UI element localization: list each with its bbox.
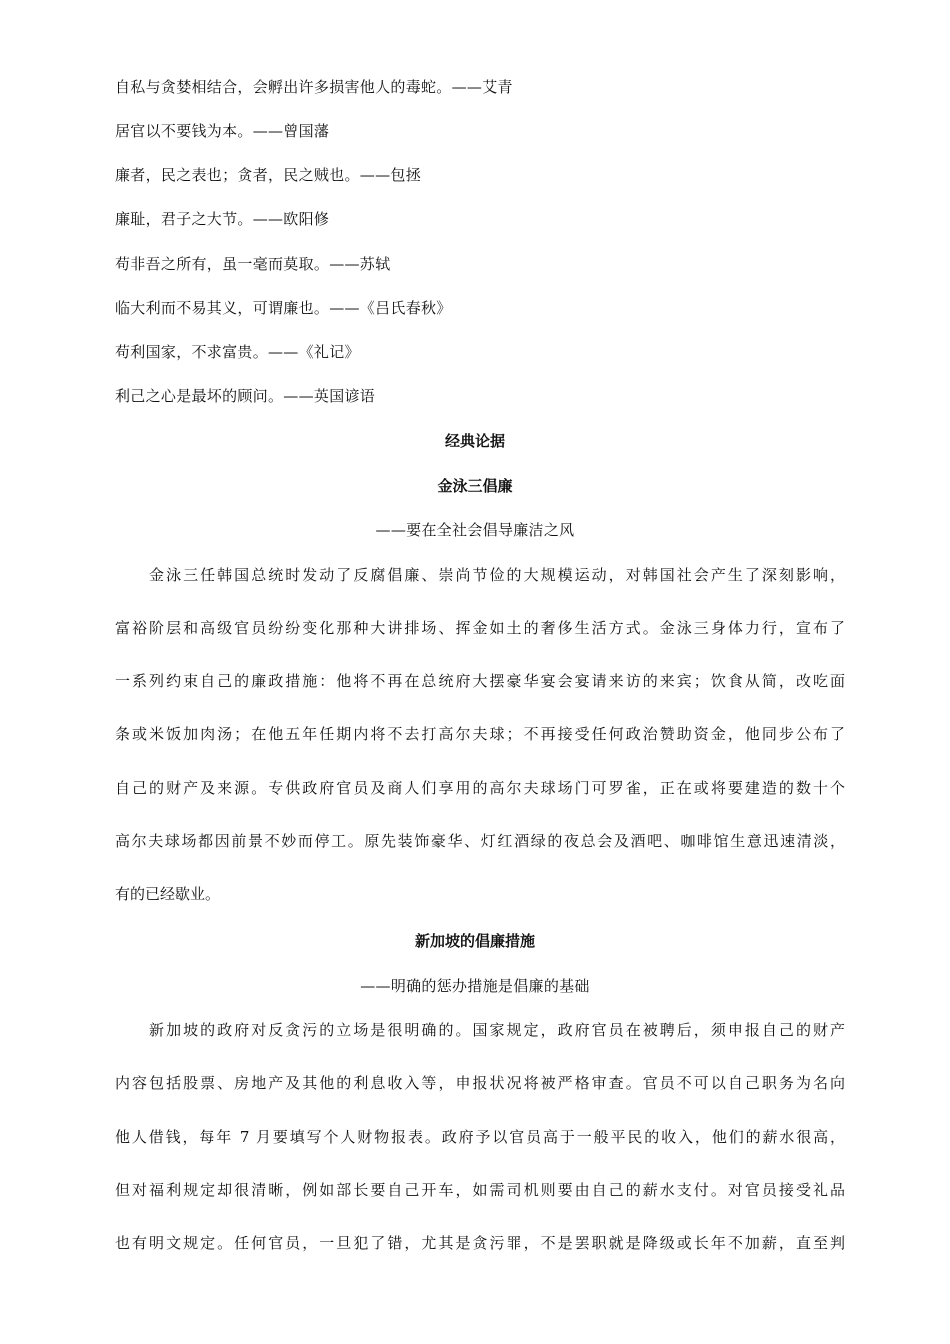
case-subtitle: ——要在全社会倡导廉洁之风 [375,521,575,539]
paragraph-line: 但对福利规定却很清晰，例如部长要自己开车，如需司机则要由自己的薪水支付。对官员接受礼品 [115,1181,845,1199]
paragraph-line: 也有明文规定。任何官员，一旦犯了错，尤其是贪污罪，不是罢职就是降级或长年不加薪，直至判 [115,1234,845,1252]
paragraph-line: 条或米饭加肉汤；在他五年任期内将不去打高尔夫球；不再接受任何政治赞助资金，他同步公布了 [115,725,845,743]
section-heading: 经典论据 [444,432,505,450]
paragraph-line: 内容包括股票、房地产及其他的利息收入等，申报状况将被严格审查。官员不可以自己职务为名向 [115,1074,845,1092]
quote-line: 自私与贪婪相结合，会孵出许多损害他人的毒蛇。——艾青 [115,78,513,96]
quote-line: 苟非吾之所有，虽一毫而莫取。——苏轼 [115,255,391,273]
quote-line: 苟利国家，不求富贵。——《礼记》 [115,343,360,361]
paragraph-line: 富裕阶层和高级官员纷纷变化那种大讲排场、挥金如土的奢侈生活方式。金泳三身体力行，宣布了 [115,619,845,637]
quote-line: 利己之心是最坏的顾问。——英国谚语 [115,387,376,405]
paragraph-line: 有的已经歇业。 [115,885,221,903]
paragraph-line: 金泳三任韩国总统时发动了反腐倡廉、崇尚节俭的大规模运动，对韩国社会产生了深刻影响， [115,566,845,584]
case-subtitle: ——明确的惩办措施是倡廉的基础 [360,977,590,995]
paragraph-line: 自己的财产及来源。专供政府官员及商人们享用的高尔夫球场门可罗雀，正在或将要建造的数十个 [115,779,845,797]
paragraph-line: 新加坡的政府对反贪污的立场是很明确的。国家规定，政府官员在被聘后，须申报自己的财产 [115,1021,845,1039]
quote-line: 廉者，民之表也；贪者，民之贼也。——包拯 [115,166,422,184]
quote-line: 廉耻，君子之大节。——欧阳修 [115,210,330,228]
quote-line: 临大利而不易其义，可谓廉也。——《吕氏春秋》 [115,299,452,317]
paragraph-line: 一系列约束自己的廉政措施：他将不再在总统府大摆豪华宴会宴请来访的来宾；饮食从简，改吃面 [115,672,845,690]
quote-line: 居官以不要钱为本。——曾国藩 [115,122,330,140]
case-title: 新加坡的倡廉措施 [414,932,535,950]
case-title: 金泳三倡廉 [437,477,513,495]
paragraph-line: 他人借钱，每年 7 月要填写个人财物报表。政府予以官员高于一般平民的收入，他们的薪水很高， [115,1128,845,1146]
paragraph-line: 高尔夫球场都因前景不妙而停工。原先装饰豪华、灯红酒绿的夜总会及酒吧、咖啡馆生意迅速清淡， [115,832,845,850]
